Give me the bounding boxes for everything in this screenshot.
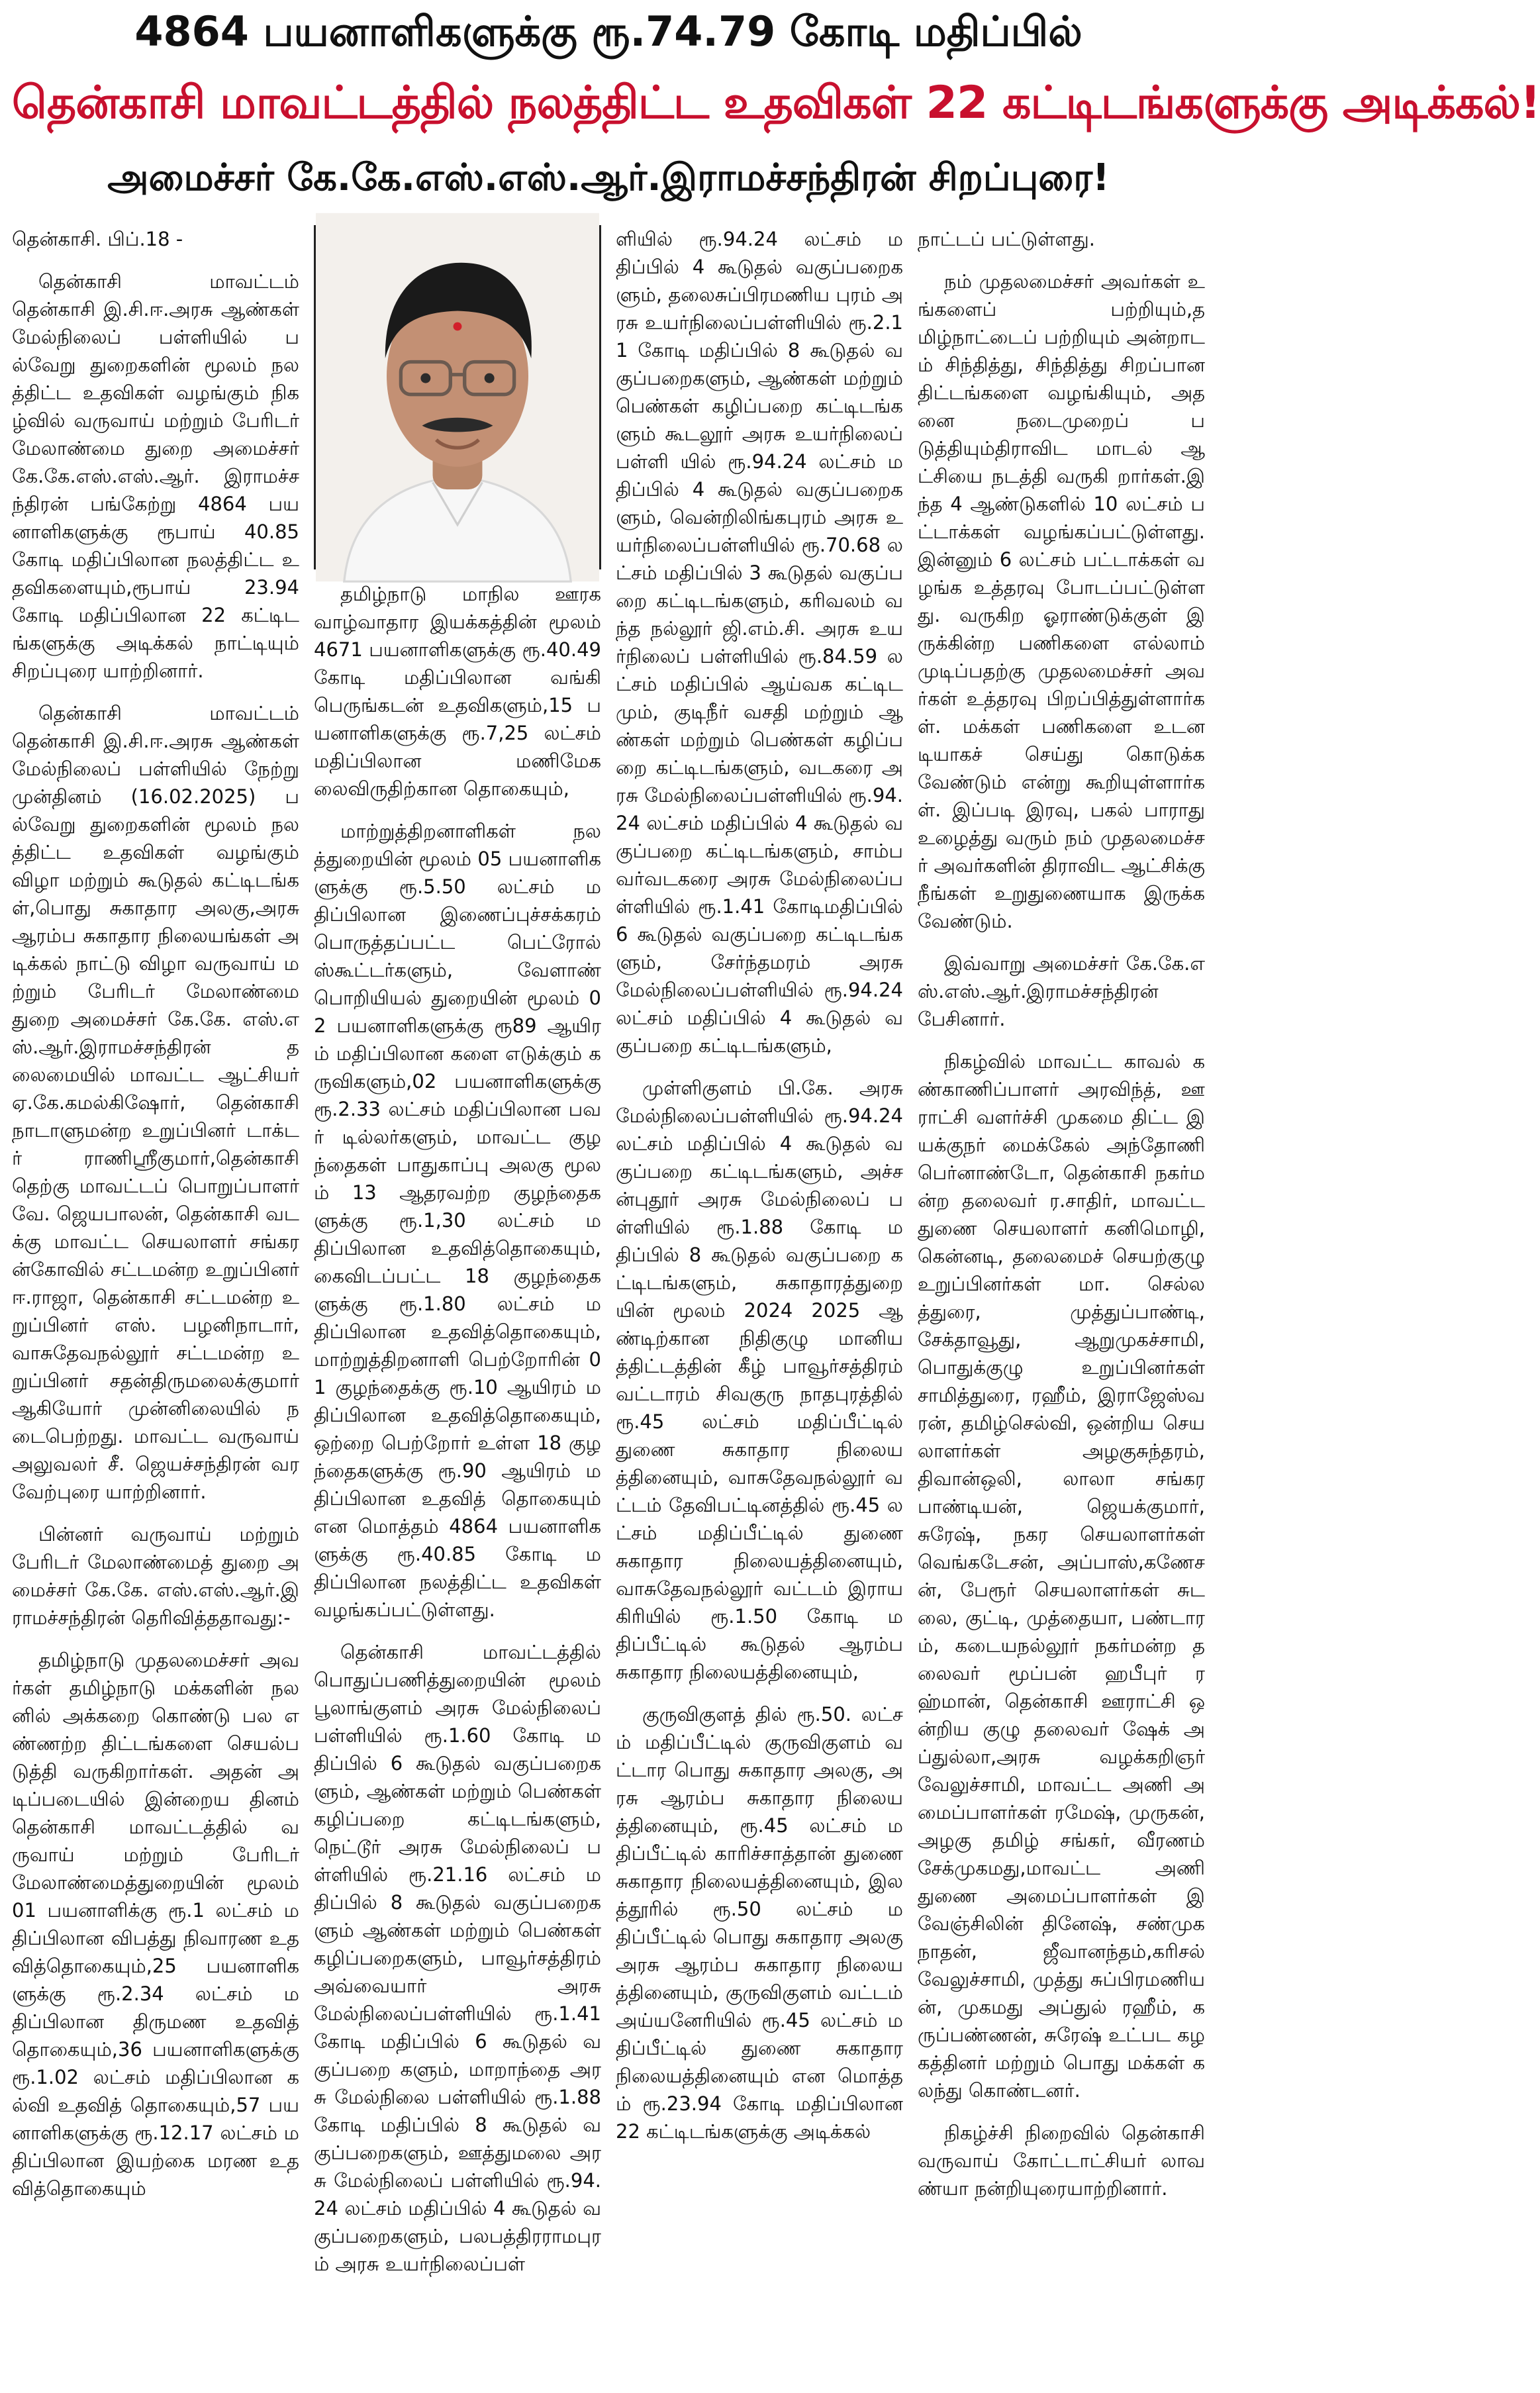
article-column-4 — [918, 225, 1205, 2385]
portrait-illustration — [316, 227, 599, 567]
minister-photo — [314, 225, 601, 569]
article-column-3 — [616, 225, 903, 2385]
paragraph: தமிழ்நாடு மாநில ஊரக வாழ்வாதார இயக்கத்தின் மூலம் 4671 பயனாளிகளுக்கு ரூ.40.49 கோடி மதிப்பிலான வங்கி பெருங்கடன் உதவிகளும்,15 பயனாளிகளுக்கு ரூ.7,25 லட்சம் மதிப்பிலான மணிமேகலைவிருதிற்கான தொகையும், — [314, 583, 601, 800]
paragraph: இவ்வாறு அமைச்சர் கே.கே.எஸ்.எஸ்.ஆர்.இராமச்சந்திரன் பேசினார். — [918, 952, 1205, 1030]
paragraph-continued: ளியில் ரூ.94.24 லட்சம் மதிப்பில் 4 கூடுதல் வகுப்பறைகளும், தலைசுப்பிரமணிய புரம் அரசு உயர்நிலைப்பள்ளியில் ரூ.2.11 கோடி மதிப்பில் 8 கூடுதல் வகுப்பறைகளும், ஆண்கள் மற்றும் பெண்கள் கழிப்பறை கட்டிடங்களும் கூடலூர் அரசு உயர்நிலைப் பள்ளி யில் ரூ.94.24 லட்சம் மதிப்பில் 4 கூடுதல் வகுப்பறைகளும், வென்றிலிங்கபுரம் அரசு உயர்நிலைப்பள்ளியில் ரூ.70.68 லட்சம் மதிப்பில் 3 கூடுதல் வகுப்பறை கட்டிடங்களும், கரிவலம் வந்த நல்லூர் ஜி.எம்.சி. அரசு உயர்நிலைப் பள்ளியில் ரூ.84.59 லட்சம் மதிப்பில் ஆய்வக கட்டிடமும், குடிநீர் வசதி மற்றும் ஆண்கள் மற்றும் பெண்கள் கழிப்பறை கட்டிடங்களும், வடகரை அரசு மேல்நிலைப்பள்ளியில் ரூ.94.24 லட்சம் மதிப்பில் 4 கூடுதல் வகுப்பறை கட்டிடங்களும், சாம்பவர்வடகரை அரசு மேல்நிலைப்பள்ளியில் ரூ.1.41 கோடிமதிப்பில் 6 கூடுதல் வகுப்பறை கட்டிடங்களும், சேர்ந்தமரம் அரசு மேல்நிலைப்பள்ளியில் ரூ.94.24 லட்சம் மதிப்பில் 4 கூடுதல் வகுப்பறை கட்டிடங்களும், — [616, 228, 903, 1057]
dateline: தென்காசி. பிப்.18 - — [12, 228, 183, 250]
article-column-2 — [314, 225, 601, 2385]
paragraph: தென்காசி மாவட்டத்தில் பொதுப்பணித்துறையின் மூலம் பூலாங்குளம் அரசு மேல்நிலைப் பள்ளியில் ரூ.1.60 கோடி மதிப்பில் 6 கூடுதல் வகுப்பறைகளும், ஆண்கள் மற்றும் பெண்கள் கழிப்பறை கட்டிடங்களும், நெட்டூர் அரசு மேல்நிலைப் பள்ளியில் ரூ.21.16 லட்சம் மதிப்பில் 8 கூடுதல் வகுப்பறைகளும் ஆண்கள் மற்றும் பெண்கள் கழிப்பறைகளும், பாவூர்சத்திரம் அவ்வையார் அரசு மேல்நிலைப்பள்ளியில் ரூ.1.41 கோடி மதிப்பில் 6 கூடுதல் வகுப்பறை களும், மாறாந்தை அரசு மேல்நிலை பள்ளியில் ரூ.1.88 கோடி மதிப்பில் 8 கூடுதல் வகுப்பறைகளும், ஊத்துமலை அரசு மேல்நிலைப் பள்ளியில் ரூ.94.24 லட்சம் மதிப்பில் 4 கூடுதல் வகுப்பறைகளும், பலபத்திரராமபுரம் அரசு உயர்நிலைப்பள் — [314, 1641, 601, 2275]
paragraph: தென்காசி மாவட்டம் தென்காசி இ.சி.ஈ.அரசு ஆண்கள் மேல்நிலைப் பள்ளியில் நேற்று முன்தினம் (16.02.2025) பல்வேறு துறைகளின் மூலம் நலத்திட்ட உதவிகள் வழங்கும் விழா மற்றும் கூடுதல் கட்டிடங்கள்,பொது சுகாதார அலகு,அரசு ஆரம்ப சுகாதார நிலையங்கள் அடிக்கல் நாட்டு விழா வருவாய் மற்றும் பேரிடர் மேலாண்மை துறை அமைச்சர் கே.கே. எஸ்.எஸ்.ஆர்.இராமச்சந்திரன் தலைமையில் மாவட்ட ஆட்சியர் ஏ.கே.கமல்கிஷோர், தென்காசி நாடாளுமன்ற உறுப்பினர் டாக்டர் ராணிஸ்ரீகுமார்,தென்காசி தெற்கு மாவட்டப் பொறுப்பாளர் வே. ஜெயபாலன், தென்காசி வடக்கு மாவட்ட செயலாளர் சங்கரன்கோவில் சட்டமன்ற உறுப்பினர் ஈ.ராஜா, தென்காசி சட்டமன்ற உறுப்பினர் எஸ். பழனிநாடார், வாசுதேவநல்லூர் சட்டமன்ற உறுப்பினர் சதன்திருமலைக்குமார் ஆகியோர் முன்னிலையில் நடைபெற்றது. மாவட்ட வருவாய் அலுவலர் சீ. ஜெயச்சந்திரன் வரவேற்புரை யாற்றினார். — [12, 702, 299, 1503]
paragraph: தமிழ்நாடு முதலமைச்சர் அவர்கள் தமிழ்நாடு மக்களின் நலனில் அக்கறை கொண்டு பல எண்ணற்ற திட்டங்களை செயல்படுத்தி வருகிறார்கள். அதன் அடிப்படையில் இன்றைய தினம் தென்காசி மாவட்டத்தில் வருவாய் மற்றும் பேரிடர் மேலாண்மைத்துறையின் மூலம் 01 பயனாளிக்கு ரூ.1 லட்சம் மதிப்பிலான விபத்து நிவாரண உதவித்தொகையும்,25 பயனாளிகளுக்கு ரூ.2.34 லட்சம் மதிப்பிலான திருமண உதவித் தொகையும்,36 பயனாளிகளுக்கு ரூ.1.02 லட்சம் மதிப்பிலான கல்வி உதவித் தொகையும்,57 பயனாளிகளுக்கு ரூ.12.17 லட்சம் மதிப்பிலான இயற்கை மரண உதவித்தொகையும் — [12, 1649, 299, 2200]
paragraph-continued: நாட்டப் பட்டுள்ளது. — [918, 228, 1095, 250]
paragraph: நிகழ்வில் மாவட்ட காவல் கண்காணிப்பாளர் அரவிந்த், ஊராட்சி வளர்ச்சி முகமை திட்ட இயக்குநர் மைக்கேல் அந்தோணி பெர்னாண்டோ, தென்காசி நகர்மன்ற தலைவர் ர.சாதிர், மாவட்ட துணை செயலாளர் கனிமொழி, கென்னடி, தலைமைச் செயற்குழு உறுப்பினர்கள் மா. செல்லத்துரை, முத்துப்பாண்டி, சேக்தாவூது, ஆறுமுகச்சாமி, பொதுக்குழு உறுப்பினர்கள் சாமித்துரை, ரஹீம், இராஜேஸ்வரன், தமிழ்செல்வி, ஒன்றிய செயலாளர்கள் அழகுசுந்தரம், திவான்ஒலி, லாலா சங்கரபாண்டியன், ஜெயக்குமார், சுரேஷ், நகர செயலாளர்கள் வெங்கடேசன், அப்பாஸ்,கணேசன், பேரூர் செயலாளர்கள் சுடலை, குட்டி, முத்தையா, பண்டாரம், கடையநல்லூர் நகர்மன்ற தலைவர் மூப்பன் ஹபீபுர் ரஹ்மான், தென்காசி ஊராட்சி ஒன்றிய குழு தலைவர் ஷேக் அப்துல்லா,அரசு வழக்கறிஞர் வேலுச்சாமி, மாவட்ட அணி அமைப்பாளர்கள் ரமேஷ், முருகன், அழகு தமிழ் சங்கர், வீரணம் சேக்முகமது,மாவட்ட அணி துணை அமைப்பாளர்கள் இவேஞ்சிலின் தினேஷ், சண்முகநாதன், ஜீவானந்தம்,கரிசல் வேலுச்சாமி, முத்து சுப்பிரமணியன், முகமது அப்துல் ரஹீம், கருப்பண்ணன், சுரேஷ் உட்பட கழகத்தினர் மற்றும் பொது மக்கள் கலந்து கொண்டனர். — [918, 1050, 1205, 2102]
paragraph: மாற்றுத்திறனாளிகள் நலத்துறையின் மூலம் 05 பயனாளிகளுக்கு ரூ.5.50 லட்சம் மதிப்பிலான இணைப்புச்சக்கரம் பொருத்தப்பட்ட பெட்ரோல் ஸ்கூட்டர்களும், வேளாண் பொறியியல் துறையின் மூலம் 02 பயனாளிகளுக்கு ரூ89 ஆயிரம் மதிப்பிலான களை எடுக்கும் கருவிகளும்,02 பயனாளிகளுக்கு ரூ.2.33 லட்சம் மதிப்பிலான பவர் டில்லர்களும், மாவட்ட குழந்தைகள் பாதுகாப்பு அலகு மூலம் 13 ஆதரவற்ற குழந்தைகளுக்கு ரூ.1,30 லட்சம் மதிப்பிலான உதவித்தொகையும், கைவிடப்பட்ட 18 குழந்தைகளுக்கு ரூ.1.80 லட்சம் மதிப்பிலான உதவித்தொகையும், மாற்றுத்திறனாளி பெற்றோரின் 01 குழந்தைக்கு ரூ.10 ஆயிரம் மதிப்பிலான உதவித்தொகையும், ஒற்றை பெற்றோர் உள்ள 18 குழந்தைகளுக்கு ரூ.90 ஆயிரம் மதிப்பிலான உதவித் தொகையும் என மொத்தம் 4864 பயனாளிகளுக்கு ரூ.40.85 கோடி மதிப்பிலான நலத்திட்ட உதவிகள் வழங்கப்பட்டுள்ளது. — [314, 820, 601, 1621]
headline-subhead: அமைச்சர் கே.கே.எஸ்.எஸ்.ஆர்.இராமச்சந்திரன் சிறப்புரை! — [107, 156, 1110, 199]
paragraph: நம் முதலமைச்சர் அவர்கள் உங்களைப் பற்றியும்,தமிழ்நாட்டைப் பற்றியும் அன்றாடம் சிந்தித்து, சிந்தித்து சிறப்பான திட்டங்களை வழங்கியும், அதனை நடைமுறைப் படுத்தியும்திராவிட மாடல் ஆட்சியை நடத்தி வருகி றார்கள்.இந்த 4 ஆண்டுகளில் 10 லட்சம் பட்டாக்கள் வழங்கப்பட்டுள்ளது. இன்னும் 6 லட்சம் பட்டாக்கள் வழங்க உத்தரவு போடப்பட்டுள்ளது. வருகிற ஓராண்டுக்குள் இருக்கின்ற பணிகளை எல்லாம் முடிப்பதற்கு முதலமைச்சர் அவர்கள் உத்தரவு பிறப்பித்துள்ளார்கள். மக்கள் பணிகளை உடனடியாகச் செய்து கொடுக்க வேண்டும் என்று கூறியுள்ளார்கள். இப்படி இரவு, பகல் பாராது உழைத்து வரும் நம் முதலமைச்சர் அவர்களின் திராவிட ஆட்சிக்கு நீங்கள் உறுதுணையாக இருக்க வேண்டும். — [918, 270, 1205, 932]
article-column-1 — [12, 225, 299, 2385]
paragraph: குருவிகுளத் தில் ரூ.50. லட்சம் மதிப்பீட்டில் குருவிகுளம் வட்டார பொது சுகாதார அலகு, அரசு ஆரம்ப சுகாதார நிலையத்தினையும், ரூ.45 லட்சம் மதிப்பீட்டில் காரிச்சாத்தான் துணை சுகாதார நிலையத்தினையும், இலத்தூரில் ரூ.50 லட்சம் மதிப்பீட்டில் பொது சுகாதார அலகு அரசு ஆரம்ப சுகாதார நிலையத்தினையும், குருவிகுளம் வட்டம் அய்யனேரியில் ரூ.45 லட்சம் மதிப்பீட்டில் துணை சுகாதார நிலையத்தினையும் என மொத்தம் ரூ.23.94 கோடி மதிப்பிலான 22 கட்டிடங்களுக்கு அடிக்கல் — [616, 1703, 903, 2143]
headline-kicker: 4864 பயனாளிகளுக்கு ரூ.74.79 கோடி மதிப்பில் — [134, 7, 1083, 56]
article-columns — [12, 225, 1205, 2385]
paragraph: முள்ளிகுளம் பி.கே. அரசு மேல்நிலைப்பள்ளியில் ரூ.94.24 லட்சம் மதிப்பில் 4 கூடுதல் வகுப்பறை கட்டிடங்களும், அச்சன்புதூர் அரசு மேல்நிலைப் பள்ளியில் ரூ.1.88 கோடி மதிப்பில் 8 கூடுதல் வகுப்பறை கட்டிடங்களும், சுகாதாரத்துறை யின் மூலம் 2024 2025 ஆண்டிற்கான நிதிகுழு மானியத்திட்டத்தின் கீழ் பாவூர்சத்திரம் வட்டாரம் சிவகுரு நாதபுரத்தில் ரூ.45 லட்சம் மதிப்பீட்டில் துணை சுகாதார நிலையத்தினையும், வாசுதேவநல்லூர் வட்டம் தேவிபட்டினத்தில் ரூ.45 லட்சம் மதிப்பீட்டில் துணை சுகாதார நிலையத்தினையும், வாசுதேவநல்லூர் வட்டம் இராயகிரியில் ரூ.1.50 கோடி மதிப்பீட்டில் கூடுதல் ஆரம்ப சுகாதார நிலையத்தினையும், — [616, 1077, 903, 1683]
paragraph: தென்காசி மாவட்டம் தென்காசி இ.சி.ஈ.அரசு ஆண்கள் மேல்நிலைப் பள்ளியில் பல்வேறு துறைகளின் மூலம் நலத்திட்ட உதவிகள் வழங்கும் நிகழ்வில் வருவாய் மற்றும் பேரிடர் மேலாண்மை துறை அமைச்சர் கே.கே.எஸ்.எஸ்.ஆர். இராமச்சந்திரன் பங்கேற்று 4864 பயனாளிகளுக்கு ரூபாய் 40.85 கோடி மதிப்பிலான நலத்திட்ட உதவிகளையும்,ரூபாய் 23.94 கோடி மதிப்பிலான 22 கட்டிடங்களுக்கு அடிக்கல் நாட்டியும் சிறப்புரை யாற்றினார். — [12, 270, 299, 682]
paragraph: பின்னர் வருவாய் மற்றும் பேரிடர் மேலாண்மைத் துறை அமைச்சர் கே.கே. எஸ்.எஸ்.ஆர்.இராமச்சந்திரன் தெரிவித்ததாவது:- — [12, 1523, 299, 1629]
headline-main: தென்காசி மாவட்டத்தில் நலத்திட்ட உதவிகள் 22 கட்டிடங்களுக்கு அடிக்கல்! — [12, 77, 1540, 129]
paragraph: நிகழ்ச்சி நிறைவில் தென்காசி வருவாய் கோட்டாட்சியர் லாவண்யா நன்றியுரையாற்றினார். — [918, 2122, 1205, 2200]
